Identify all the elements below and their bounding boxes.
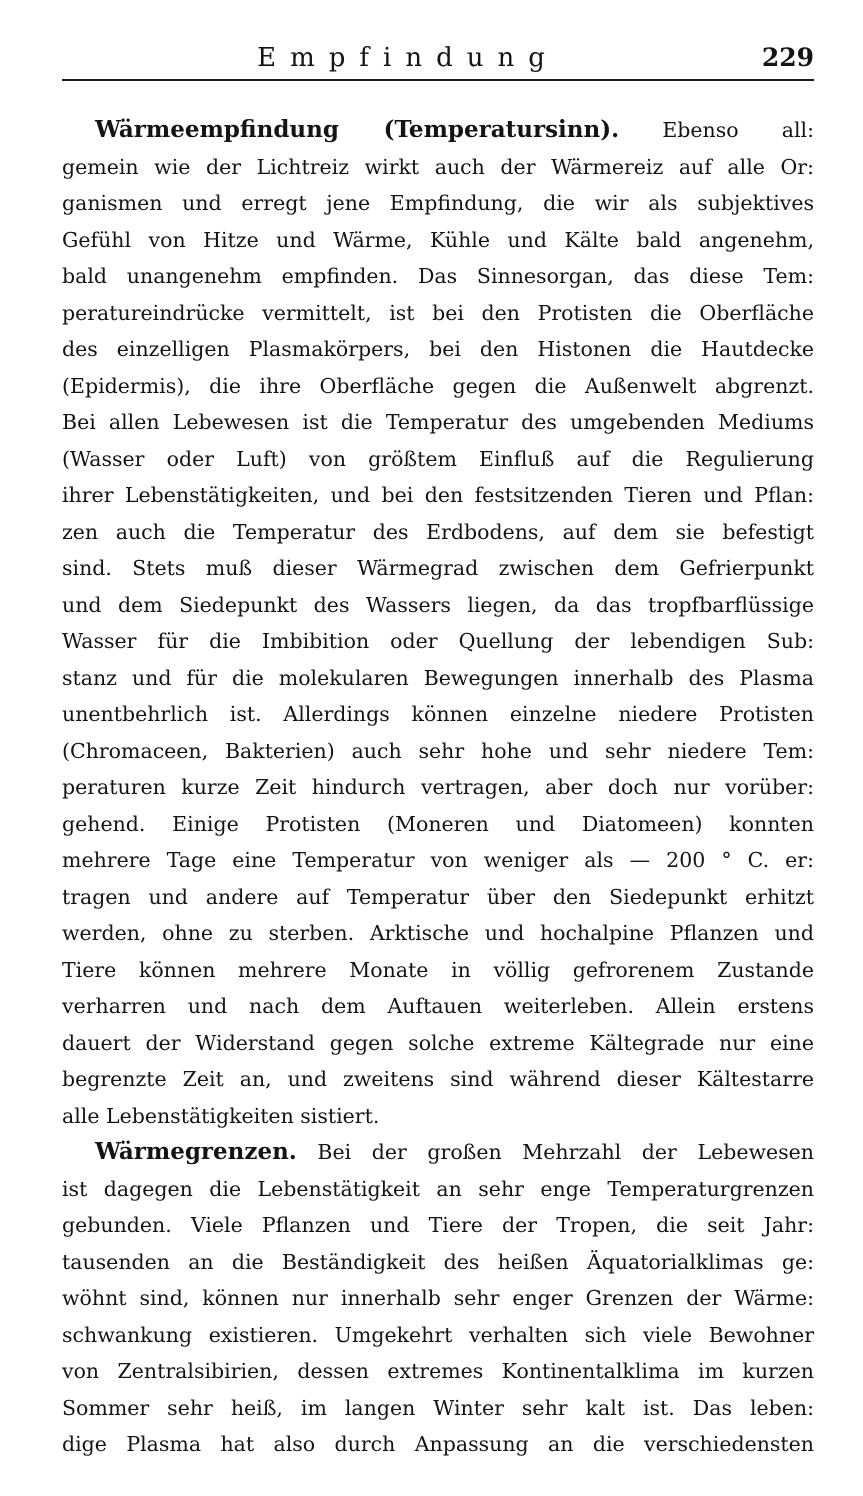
paragraph-line: Wasser für die Imbibition oder Quellung der lebendigen Sub: <box>62 629 814 653</box>
paragraph-line: verharren und nach dem Auftauen weiterleben. Allein erstens <box>62 994 814 1018</box>
paragraph-line: (Chromaceen, Bakterien) auch sehr hohe und sehr niedere Tem: <box>62 738 814 763</box>
paragraph-line: dauert der Widerstand gegen solche extreme Kältegrade nur eine <box>62 1030 814 1055</box>
paragraph-line: von Zentralsibirien, dessen extremes Kontinentalklima im kurzen <box>62 1359 814 1383</box>
section-heading: Wärmegrenzen. <box>95 1138 297 1165</box>
section-heading: Wärmeempfindung (Temperatursinn). <box>95 116 620 143</box>
paragraph-line: des einzelligen Plasmakörpers, bei den Histonen die Hautdecke <box>62 337 814 361</box>
paragraph-line: (Wasser oder Luft) von größtem Einfluß auf die Regulierung <box>62 446 814 471</box>
paragraph-line: Gefühl von Hitze und Wärme, Kühle und Kälte bald angenehm, <box>62 227 814 252</box>
paragraph-line: (Epidermis), die ihre Oberfläche gegen die Außenwelt abgrenzt. <box>62 373 814 398</box>
paragraph-line: peraturen kurze Zeit hindurch vertragen, aber doch nur vorüber: <box>62 775 814 799</box>
paragraph-line: gemein wie der Lichtreiz wirkt auch der Wärmereiz auf alle Or: <box>62 154 814 179</box>
header-rule <box>62 79 814 81</box>
running-head: Empfindung <box>257 43 559 73</box>
paragraph-line: wöhnt sind, können nur innerhalb sehr enger Grenzen der Wärme: <box>62 1286 814 1310</box>
paragraph-line: und dem Siedepunkt des Wassers liegen, da das tropfbarflüssige <box>62 592 814 617</box>
paragraph-line: alle Lebenstätigkeiten sistiert. <box>62 1103 380 1128</box>
paragraph-line: begrenzte Zeit an, und zweitens sind während dieser Kältestarre <box>62 1067 814 1091</box>
paragraph-line: werden, ohne zu sterben. Arktische und hochalpine Pflanzen und <box>62 921 814 945</box>
paragraph-line: unentbehrlich ist. Allerdings können einzelne niedere Protisten <box>62 702 814 726</box>
paragraph-line: Wärmegrenzen. Bei der großen Mehrzahl der Lebewesen <box>95 1138 814 1165</box>
paragraph-line: tausenden an die Beständigkeit des heißen Äquatorialklimas ge: <box>62 1249 814 1274</box>
paragraph-line: ist dagegen die Lebenstätigkeit an sehr enge Temperaturgrenzen <box>62 1176 814 1201</box>
page-header <box>62 40 814 76</box>
paragraph-line: peratureindrücke vermittelt, ist bei den Protisten die Oberfläche <box>62 300 814 325</box>
paragraph-line: stanz und für die molekularen Bewegungen innerhalb des Plasma <box>62 665 814 690</box>
paragraph-line: Tiere können mehrere Monate in völlig gefrorenem Zustande <box>62 957 814 982</box>
paragraph-line: schwankung existieren. Umgekehrt verhalten sich viele Bewohner <box>62 1322 814 1347</box>
paragraph-line: gehend. Einige Protisten (Moneren und Diatomeen) konnten <box>62 811 814 836</box>
page-number: 229 <box>761 43 814 72</box>
paragraph-line: ganismen und erregt jene Empfindung, die wir als subjektives <box>62 191 814 215</box>
paragraph-line: dige Plasma hat also durch Anpassung an die verschiedensten <box>62 1432 814 1456</box>
paragraph-line: Sommer sehr heiß, im langen Winter sehr kalt ist. Das leben: <box>62 1395 814 1420</box>
paragraph-line: zen auch die Temperatur des Erdbodens, auf dem sie befestigt <box>62 519 814 544</box>
paragraph-line: tragen und andere auf Temperatur über den Siedepunkt erhitzt <box>62 884 814 909</box>
paragraph-line: ihrer Lebenstätigkeiten, und bei den festsitzenden Tieren und Pflan: <box>62 483 814 507</box>
paragraph-line: mehrere Tage eine Temperatur von weniger als — 200 ° C. er: <box>62 848 814 872</box>
paragraph-line: Bei allen Lebewesen ist die Temperatur des umgebenden Mediums <box>62 410 814 434</box>
body-text <box>62 112 814 1463</box>
paragraph-line: sind. Stets muß dieser Wärmegrad zwischen dem Gefrierpunkt <box>62 556 814 580</box>
paragraph-line: bald unangenehm empfinden. Das Sinnesorgan, das diese Tem: <box>62 264 814 288</box>
paragraph-line: gebunden. Viele Pflanzen und Tiere der Tropen, die seit Jahr: <box>62 1213 814 1237</box>
paragraph-line: Wärmeempfindung (Temperatursinn). Ebenso all: <box>95 116 815 143</box>
